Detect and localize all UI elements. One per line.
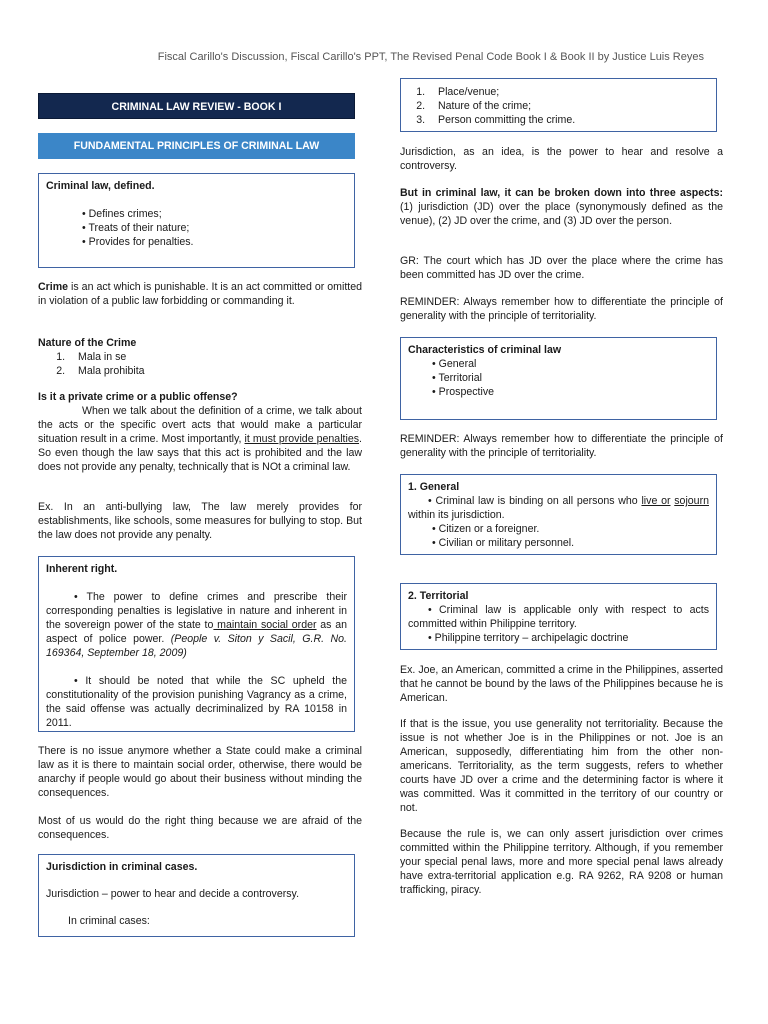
criminal-cases-label: In criminal cases: — [68, 915, 150, 927]
example-text: Ex. In an anti-bullying law, The law merely provides for establishments, like schools, some measures for bullying to stop. But the law does not provide any penalty. — [38, 501, 362, 541]
characteristics-heading: Characteristics of criminal law — [408, 344, 562, 356]
consequences-paragraph — [38, 814, 362, 842]
characteristics-box — [400, 337, 717, 420]
antibullying-example — [38, 500, 362, 542]
list-item: • Defines crimes; — [82, 207, 347, 221]
list-item: • Citizen or a foreigner. — [432, 522, 709, 536]
cases-list — [408, 85, 709, 127]
nature-heading: Nature of the Crime — [38, 337, 137, 349]
list-item: • Provides for penalties. — [82, 235, 347, 249]
jurisdiction-idea — [400, 145, 723, 173]
crime-definition — [38, 280, 362, 308]
crime-term: Crime — [38, 281, 69, 293]
gr-text: GR: The court which has JD over the place where the crime has been committed has JD over the crime. — [400, 255, 723, 281]
list-item: 1. Place/venue; — [428, 85, 709, 99]
general-text: • Criminal law is binding on all persons who — [428, 495, 642, 507]
list-item: 3. Person committing the crime. — [428, 113, 709, 127]
joe-example — [400, 663, 723, 705]
reminder-text: REMINDER: Always remember how to differentiate the principle of generality with the principle of territoriality. — [400, 296, 723, 322]
inherent-text-end: as an aspect of police power. — [46, 619, 348, 645]
rule-text: Because the rule is, we can only assert jurisdiction over crimes committed within the Philippine territory. Although, if you remember your special penal laws, more and more special penal laws already have extra-territorial application e.g. RA 9262, RA 9208 or human trafficking, piracy. — [400, 828, 723, 896]
territorial-box — [400, 583, 717, 650]
reminder-1 — [400, 295, 723, 323]
inherent-underline: maintain social order — [213, 619, 317, 631]
defined-list — [46, 207, 347, 249]
issue-paragraph — [400, 717, 723, 815]
characteristics-list — [408, 357, 709, 399]
offense-underline: it must provide penalties — [244, 433, 360, 445]
section-title-book: CRIMINAL LAW REVIEW - BOOK I — [38, 93, 355, 119]
territorial-text: • Criminal law is applicable only with respect to acts committed within Philippine territory. — [408, 604, 709, 630]
territorial-doctrine: • Philippine territory – archipelagic doctrine — [428, 632, 629, 644]
aspects-text: (1) jurisdiction (JD) over the place (synonymously defined as the venue), (2) JD over the crime, and (3) JD over the person. — [400, 201, 723, 227]
jurisdiction-idea-text: Jurisdiction, as an idea, is the power to hear and resolve a controversy. — [400, 146, 723, 172]
list-item: • General — [432, 357, 709, 371]
general-heading: 1. General — [408, 481, 460, 493]
general-underline-1: live or — [641, 495, 671, 507]
list-item: 2. Mala prohibita — [68, 364, 362, 378]
jurisdiction-heading: Jurisdiction in criminal cases. — [46, 861, 198, 873]
defined-heading: Criminal law, defined. — [46, 180, 155, 192]
jurisdiction-box — [38, 854, 355, 937]
offense-text-end: . So even though the law says that this act is prohibited and the law does not provide any penalty, technically that is NOt a criminal law. — [38, 433, 362, 473]
general-underline-2: sojourn — [674, 495, 709, 507]
consequences-text: Most of us would do the right thing because we are afraid of the consequences. — [38, 815, 362, 841]
list-item: • Prospective — [432, 385, 709, 399]
list-item: 1. Mala in se — [68, 350, 362, 364]
issue-text: If that is the issue, you use generality not territoriality. Because the issue is not whether Joe is in the Philippines or not. Joe is an American, supposedly, differentiating him from the other non-americans. Territoriality, as the term suggests, refers to whether courts have JD over a crime and the determining factor is where it was committed. Was it committed in the territory of our country or not. — [400, 718, 723, 814]
aspects-paragraph — [400, 186, 723, 228]
general-text-end: within its jurisdiction. — [408, 509, 505, 521]
nature-list — [38, 350, 362, 378]
no-issue-paragraph — [38, 744, 362, 800]
inherent-vagrancy: • It should be noted that while the SC upheld the constitutionality of the provision punishing Vagrancy as a crime, the said offense was actually decriminalized by RA 10158 in 2011. — [46, 675, 347, 729]
gr-paragraph — [400, 254, 723, 282]
reminder-2 — [400, 432, 723, 460]
no-issue-text: There is no issue anymore whether a State could make a criminal law as it is there to maintain social order, otherwise, there would be anarchy if people would go about their business without minding the consequences. — [38, 745, 362, 799]
section-title-principles: FUNDAMENTAL PRINCIPLES OF CRIMINAL LAW — [38, 133, 355, 159]
list-item: 2. Nature of the crime; — [428, 99, 709, 113]
jurisdiction-definition: Jurisdiction – power to hear and decide a controversy. — [46, 888, 300, 900]
list-item: • Territorial — [432, 371, 709, 385]
inherent-citation: (People v. Siton y Sacil, G.R. No. 169364, September 18, 2009) — [46, 633, 347, 659]
offense-heading: Is it a private crime or a public offense? — [38, 391, 238, 403]
joe-example-text: Ex. Joe, an American, committed a crime in the Philippines, asserted that he cannot be bound by the laws of the Philippines because he is American. — [400, 664, 723, 704]
general-list — [408, 522, 709, 550]
list-item: • Treats of their nature; — [82, 221, 347, 235]
criminal-law-defined-box — [38, 173, 355, 268]
list-item: • Civilian or military personnel. — [432, 536, 709, 550]
territorial-heading: 2. Territorial — [408, 590, 469, 602]
reminder-text: REMINDER: Always remember how to differentiate the principle of generality with the principle of territoriality. — [400, 433, 723, 459]
nature-section — [38, 336, 362, 378]
aspects-lead: But in criminal law, it can be broken down into three aspects: — [400, 187, 723, 199]
general-box — [400, 474, 717, 555]
crime-text: is an act which is punishable. It is an act committed or omitted in violation of a public law forbidding or commanding it. — [38, 281, 362, 307]
inherent-text: • The power to define crimes and prescribe their corresponding penalties is legislative in nature and inherent in the sovereign power of the state to — [46, 591, 347, 631]
offense-section — [38, 390, 362, 474]
offense-text: When we talk about the definition of a crime, we talk about the acts or the specific overt acts that would make a particular situation result in a crime. Most importantly, — [38, 405, 362, 445]
page-header: Fiscal Carillo's Discussion, Fiscal Carillo's PPT, The Revised Penal Code Book I & Book II by Justice Luis Reyes — [157, 51, 704, 63]
rule-paragraph — [400, 827, 723, 897]
inherent-heading: Inherent right. — [46, 563, 118, 575]
criminal-cases-box — [400, 78, 717, 132]
inherent-right-box — [38, 556, 355, 732]
